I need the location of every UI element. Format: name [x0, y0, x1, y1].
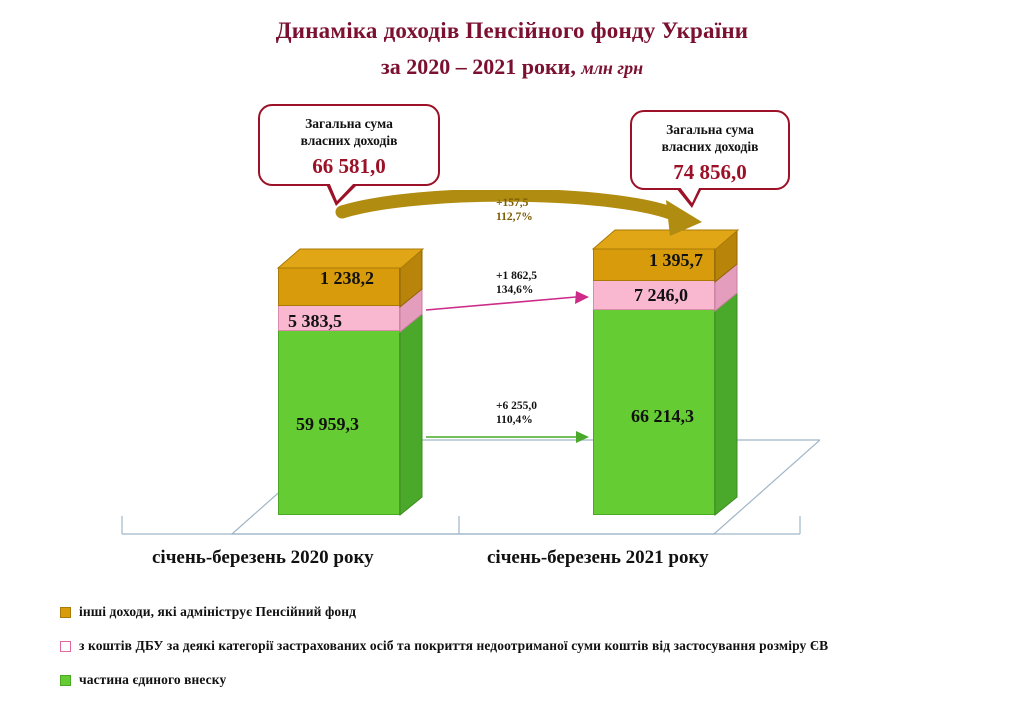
callout-total-2021-value: 74 856,0 [673, 159, 747, 184]
legend-swatch-dbu [60, 641, 71, 652]
bar-top-2020 [277, 248, 425, 270]
callout-total-2021-line1: Загальна сума [666, 122, 754, 137]
chart-legend [60, 604, 960, 706]
delta-other-income-abs: +1 862,5 [496, 270, 538, 282]
x-axis-label-2021: січень-березень 2021 року [487, 547, 709, 568]
chart-title-period: за 2020 – 2021 роки, [380, 54, 576, 79]
callout-total-2020-value: 66 581,0 [312, 153, 386, 178]
delta-single-contribution [496, 399, 537, 428]
bar-label-other-2021: 1 395,7 [649, 250, 703, 270]
delta-single-contribution-abs: +6 255,0 [496, 400, 538, 412]
delta-other-income-pct: 134,6% [496, 284, 534, 297]
delta-total-abs: +157,5 [496, 197, 529, 209]
legend-item-single-contribution [60, 672, 960, 688]
bar-label-single-2020: 59 959,3 [296, 414, 359, 434]
bar-label-dbu-2020: 5 383,5 [288, 311, 342, 331]
chart-title-units: млн грн [581, 58, 644, 78]
legend-swatch-other-income [60, 607, 71, 618]
callout-total-2020-line1: Загальна сума [305, 116, 393, 131]
bar-side-single-2021 [714, 291, 740, 517]
callout-total-2020-line2: власних доходів [300, 132, 398, 148]
bar-label-other-2020: 1 238,2 [320, 268, 374, 288]
callout-total-2020 [258, 104, 440, 186]
callout-total-2021 [630, 110, 790, 190]
delta-total-pct: 112,7% [496, 211, 533, 224]
legend-label-other-income: інші доходи, які адмініструє Пенсійний фонд [79, 604, 357, 619]
legend-swatch-single-contribution [60, 675, 71, 686]
bar-side-single-2020 [399, 312, 425, 517]
legend-label-dbu: з коштів ДБУ за деякі категорії застрахованих осіб та покриття недоотриманої суми коштів від застосування розміру ЄВ [79, 638, 829, 653]
chart-title-line1: Динаміка доходів Пенсійного фонду України [275, 18, 749, 43]
bar-label-single-2021: 66 214,3 [631, 406, 694, 426]
chart-title-block [0, 18, 1024, 80]
bar-label-dbu-2021: 7 246,0 [634, 285, 688, 305]
delta-other-income [496, 269, 537, 298]
x-axis-label-2020: січень-березень 2020 року [152, 547, 374, 568]
legend-item-dbu [60, 638, 960, 654]
chart-title-line2 [0, 54, 1024, 80]
callout-total-2021-line2: власних доходів [661, 138, 759, 154]
legend-item-other-income [60, 604, 960, 620]
delta-total [496, 196, 533, 225]
delta-single-contribution-pct: 110,4% [496, 414, 533, 427]
arrow-single-contribution-growth [424, 425, 594, 445]
legend-label-single-contribution: частина єдиного внеску [79, 672, 227, 687]
